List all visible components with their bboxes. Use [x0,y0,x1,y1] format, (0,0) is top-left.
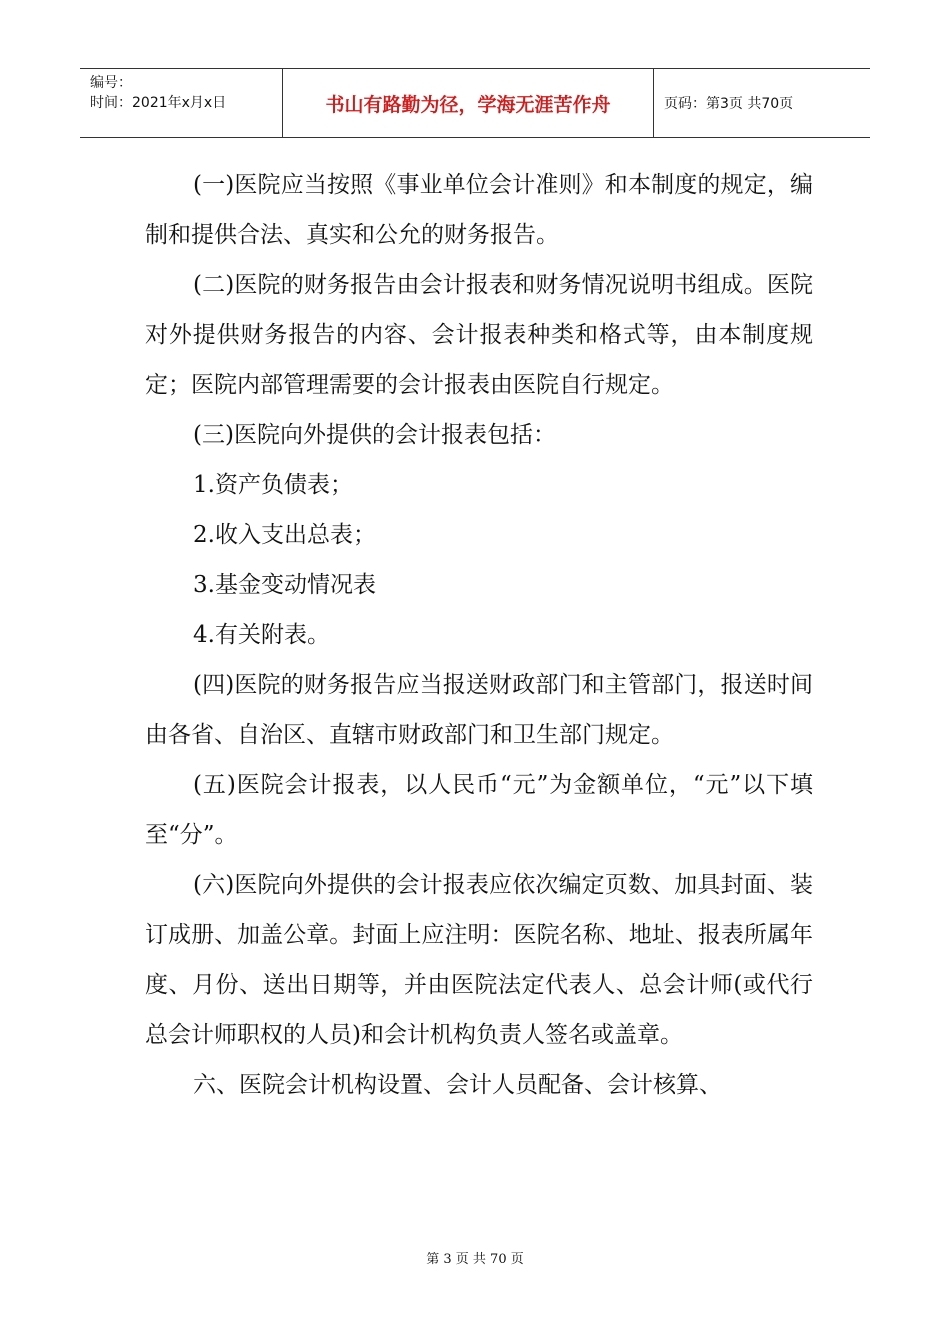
list-item: 4.有关附表。 [193,622,330,648]
paragraph: (二)医院的财务报告由会计报表和财务情况说明书组成。医院对外提供财务报告的内容、会计报表种类和格式等，由本制度规定；医院内部管理需要的会计报表由医院自行规定。 [145,272,813,398]
date-label: 时间：2021年x月x日 [90,95,227,111]
paragraph: (三)医院向外提供的会计报表包括： [193,422,556,448]
header-page-info: 页码：第3页 共70页 [664,96,794,112]
paragraph: (四)医院的财务报告应当报送财政部门和主管部门，报送时间由各省、自治区、直辖市财政部门和卫生部门规定。 [145,672,813,748]
list-item: 2.收入支出总表； [193,522,376,548]
list-item: 1.资产负债表； [193,472,353,498]
number-label: 编号： [90,75,132,91]
header-meta [80,69,282,137]
document-body [145,160,813,1110]
paragraph: (五)医院会计报表，以人民币“元”为金额单位，“元”以下填至“分”。 [145,772,813,848]
paragraph: (一)医院应当按照《事业单位会计准则》和本制度的规定，编制和提供合法、真实和公允的财务报告。 [145,172,813,248]
paragraph: (六)医院向外提供的会计报表应依次编定页数、加具封面、装订成册、加盖公章。封面上应注明：医院名称、地址、报表所属年度、月份、送出日期等，并由医院法定代表人、总会计师(或代行总会计师职权的人员)和会计机构负责人签名或盖章。 [145,872,813,1048]
list-item: 3.基金变动情况表 [193,572,376,598]
header-motto: 书山有路勤为径，学海无涯苦作舟 [282,69,654,137]
section-heading: 六、医院会计机构设置、会计人员配备、会计核算、 [193,1072,722,1098]
page-header [80,68,870,138]
page-footer: 第 3 页 共 70 页 [426,1252,524,1267]
